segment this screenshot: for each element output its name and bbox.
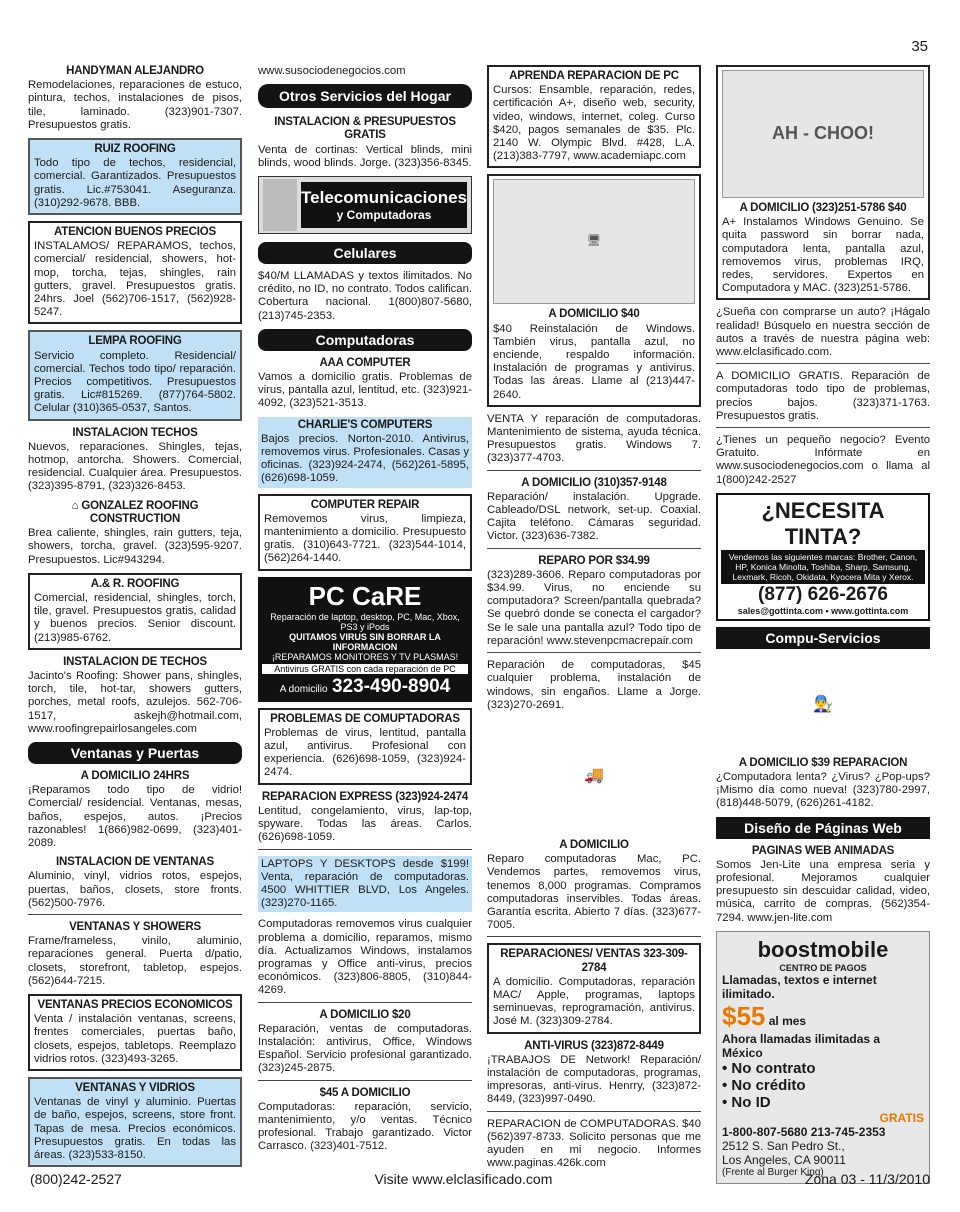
- tinta-title: ¿NECESITA TINTA?: [761, 497, 885, 549]
- ad-body: Problemas de virus, lentitud, pantalla azul, antivirus. Profesional con experiencia. (626)698-1059, (323)924-2474.: [264, 726, 466, 779]
- ad-charlies: [258, 417, 472, 488]
- ad-title: A DOMICILIO $20: [319, 1008, 411, 1021]
- section-celulares: Celulares: [258, 242, 472, 264]
- ad-body: $40/M LLAMADAS y textos ilimitados. No crédito, no ID, no contrato. Todos califican. Cobertura nacional. 1(800)807-5680, (213)745-2353.: [258, 270, 472, 322]
- tinta-phone: (877) 626-2676: [758, 583, 888, 605]
- boost-logo: boostmobile: [757, 936, 889, 962]
- ad-reparacion-40: [487, 1118, 701, 1171]
- ad-problemas: [258, 708, 472, 785]
- ad-title: $45 A DOMICILIO: [319, 1086, 411, 1099]
- ad-gratis: [716, 370, 930, 428]
- ad-title: A DOMICILIO $40: [548, 308, 640, 321]
- pc-care-line: ¡REPARAMOS MONITORES Y TV PLASMAS!: [271, 651, 459, 662]
- ad-title: REPARACIONES/ VENTAS 323-309-2784: [500, 948, 688, 974]
- ad-ar-roofing: [28, 573, 242, 650]
- ad-body: Venta de cortinas: Vertical blinds, mini blinds, wood blinds. Jorge. (323)356-8345.: [258, 143, 472, 169]
- boost-price-row: [722, 1001, 924, 1032]
- ad-anti-virus: [487, 1040, 701, 1112]
- ad-auto: [716, 306, 930, 364]
- ad-body: Reparación/ instalación. Upgrade. Cableado/DSL network, set-up. Coaxial. Cajita teléfono. Cámaras seguridad. Victor. (323)636-7382.: [487, 490, 701, 543]
- ad-title: A DOMICILIO $39 REPARACION: [738, 756, 908, 769]
- ad-reparaciones-ventas: [487, 943, 701, 1033]
- column-1: [28, 65, 242, 1173]
- ad-venta: [487, 413, 701, 471]
- boost-line: CENTRO DE PAGOS: [779, 962, 867, 973]
- section-otros-servicios: Otros Servicios del Hogar: [258, 84, 472, 108]
- ad-body: Jacinto's Roofing: Shower pans, shingles, torch, tile, hot-tar, showers gutters, porches, metal roofs, azulejos. 562-706-1517, askejh@hotmail.com, www.roofingrepairlosangeles.com: [28, 669, 242, 735]
- ad-domicilio-310: [487, 477, 701, 549]
- ad-title: PAGINAS WEB ANIMADAS: [751, 844, 895, 857]
- ad-title: A DOMICILIO: [559, 838, 629, 851]
- ad-aprenda: [487, 65, 701, 168]
- ad-domicilio-323: [716, 65, 930, 300]
- section-ventanas: Ventanas y Puertas: [28, 742, 242, 764]
- ad-body: Remodelaciones, reparaciones de estuco, pintura, techos, instalaciones de pisos, tile, laminado. (323)901-7307. Presupuestos gratis.: [28, 79, 242, 131]
- ad-handyman: [28, 65, 242, 132]
- ad-body: Aluminio, vinyl, vidrios rotos, espejos, puertas, baños, closets, store fronts. (562)500-7976.: [28, 870, 242, 909]
- ad-title: AAA COMPUTER: [319, 356, 411, 369]
- ad-body: $40 Reinstalación de Windows. También virus, pantalla azul, no enciende, respaldo información. Instalación de programas y antivirus. Todas las áreas. Llame al (213)447-2640.: [493, 322, 695, 401]
- ad-title: [28, 500, 242, 526]
- ad-body: A+ Instalamos Windows Genuino. Se quita password sin borrar nada, computadora lenta, pantalla azul, removemos virus, problemas IRQ, redes, servidores. Expertos en Computadora y MAC. (323)251-5786.: [722, 216, 924, 295]
- ad-body: Todo tipo de techos, residencial, comercial. Garantizados. Presupuestos gratis. Lic.#753041. Aseguranza. (310)292-9678. BBB.: [34, 157, 236, 209]
- ad-body: A domicilio. Computadoras, reparación MAC/ Apple, programas, laptops seminuevas, reprogramación, antivirus. José M. (323)309-2784.: [493, 975, 695, 1028]
- page-number: 35: [911, 38, 928, 55]
- pc-care-phone: 323-490-8904: [331, 675, 451, 697]
- ad-body: Reparación de computadoras, $45 cualquier problema, instalación de windows, sin engaños. Llame a Jorge. (323)270-2691.: [487, 659, 701, 711]
- boost-line: Ahora llamadas ilimitadas a México: [722, 1031, 881, 1060]
- pc-care-logo: PC CaRE: [308, 580, 422, 611]
- telecom-title-box: [301, 182, 467, 228]
- column-2: [258, 65, 472, 1160]
- ad-title: ANTI-VIRUS (323)872-8449: [524, 1039, 664, 1052]
- ad-body: Reparo computadoras Mac, PC. Vendemos partes, removemos virus, tenemos 8,000 programas. Compramos computadoras inservibles. Todas áreas. Garantía escrita. Abierto 7 días. (323)677-7005.: [487, 853, 701, 932]
- ad-title: INSTALACION TECHOS: [72, 426, 198, 439]
- pc-care-line: Antivirus GRATIS con cada reparación de PC: [262, 664, 468, 674]
- ad-title: RUIZ ROOFING: [94, 143, 176, 156]
- ad-body: Computadoras: reparación, servicio, mantenimiento, y/o ventas. Técnico profesional. Trabajo garantizado. Victor Carrasco. (323)401-7512.: [258, 1100, 472, 1153]
- ad-body: Frame/frameless, vinilo, aluminio, reparaciones general. Puerta d/patio, closets, storefront, tabletop, espejos. (562)644-7215.: [28, 935, 242, 987]
- ad-body: Bajos precios. Norton-2010. Antivirus, removemos virus. Profesionales. Casas y oficinas. (323)924-2474, (562)261-5895, (626)698-1059.: [261, 432, 469, 485]
- section-diseno-web: Diseño de Páginas Web: [716, 817, 930, 839]
- ad-lempa: [28, 330, 242, 420]
- tow-truck-image: 🚚: [487, 718, 701, 833]
- ad-instalacion-ventanas: [28, 856, 242, 915]
- ad-body: ¡Reparamos todo tipo de vidrio! Comercial/ residencial. Ventanas, mesas, baños, espejos, autos. ¡Precios razonables! 1(866)982-0699, (323)401-2089.: [28, 784, 242, 849]
- tinta-brands: Vendemos las siguientes marcas: Brother, Canon, HP, Konica Minolta, Toshiba, Sharp, Samsung, Lexmark, Ricoh, Okidata, Kyocera Mita y Xerox.: [721, 550, 925, 584]
- ad-title: INSTALACION & PRESUPUESTOS GRATIS: [274, 116, 456, 142]
- ad-body: INSTALAMOS/ REPARAMOS, techos, comercial/ residencial, showers, hot-mop, torcha, tejas, shingles, rain gutters, gravel. Presupuestos gratis. 24hrs. Joel (562)706-1517, (562)928-5247.: [34, 240, 236, 319]
- ad-ventanas-showers: [28, 921, 242, 988]
- ad-body: Removemos virus, limpieza, mantenimiento a domicilio. Presupuesto gratis. (310)643-7721. (323)544-1014, (562)264-1440.: [264, 512, 466, 565]
- boost-phones: 1-800-807-5680 213-745-2353: [722, 1124, 886, 1139]
- tinta-ad: [716, 493, 930, 621]
- ad-title: REPARACION EXPRESS (323)924-2474: [261, 790, 469, 803]
- ad-body: Comercial, residencial, shingles, torch, tile, gravel. Presupuestos gratis, calidad y buenos precios. Senior discount. (213)985-6762.: [34, 591, 236, 644]
- ad-llamadas: [258, 270, 472, 323]
- boost-bullet: • No ID: [722, 1093, 771, 1111]
- section-compu-servicios: Compu-Servicios: [716, 627, 930, 649]
- footer: [30, 1168, 930, 1190]
- ad-body: A DOMICILIO GRATIS. Reparación de computadoras todo tipo de problemas, precios bajos. (323)371-1763. Presupuestos gratis.: [716, 370, 930, 422]
- ad-ventanas-vidrios: [28, 1077, 242, 1167]
- ad-reparo-3499: [487, 555, 701, 653]
- ad-title: VENTANAS Y VIDRIOS: [75, 1082, 195, 1094]
- footer-phone: (800)242-2527: [30, 1171, 122, 1187]
- telecom-subtitle: y Computadoras: [336, 208, 432, 223]
- ad-24hrs: [28, 770, 242, 850]
- boost-gratis: GRATIS: [879, 1110, 924, 1125]
- ad-body: Reparación, ventas de computadoras. Instalación: antivirus, Office, Windows Español. Servicio profesional garantizado. (323)245-2875.: [258, 1022, 472, 1075]
- ad-title: INSTALACION DE TECHOS: [63, 655, 207, 668]
- url-line[interactable]: www.susociodenegocios.com: [258, 65, 406, 77]
- pc-care-phone-row: [262, 676, 468, 698]
- boost-line: Llamadas, textos e internet ilimitado.: [722, 972, 877, 1001]
- boost-landmark: (Frente al Burger King): [722, 1166, 824, 1178]
- ad-body: Computadoras removemos virus cualquier problema a domicilio, reparamos, mismo día. Actualizamos Windows, instalamos programas y Office anti-virus, precios económicos. (323)806-8805, (310)844-4269.: [258, 918, 472, 997]
- ad-jorge: [487, 659, 701, 712]
- ad-domicilio-45: [258, 1087, 472, 1154]
- ad-gonzalez: [28, 500, 242, 567]
- ad-body: ¿Sueña con comprarse un auto? ¡Hágalo realidad! Búsquelo en nuestra sección de autos a través de nuestra página web: www.elclasificado.com.: [716, 306, 930, 359]
- ad-computer-repair: [258, 494, 472, 571]
- footer-zone: Zona 03 - 11/3/2010: [804, 1171, 930, 1187]
- ad-title: PROBLEMAS DE COMUPTADORAS: [270, 712, 460, 725]
- ad-body: REPARACION de COMPUTADORAS. $40 (562)397-8733. Solicito personas que me ayuden en mi negocio. Informes www.paginas.426k.com: [487, 1117, 701, 1170]
- technician-image: 👨‍🔧: [716, 655, 930, 753]
- ad-domicilio-39: [716, 757, 930, 811]
- ad-negocio: [716, 434, 930, 487]
- ad-body: (323)289-3606. Reparo computadoras por $34.99. Virus, no enciende su computadora? Screen/pantalla quebrada? Se quebró donde se conecta el cargador? Se le sale una pantalla azul? Todo tipo de reparación! www.stevenpcmacrepair.com: [487, 568, 701, 647]
- ad-title: A DOMICILIO (310)357-9148: [521, 476, 667, 489]
- pc-care-label: A domicilio: [279, 683, 328, 695]
- ad-title: A.& R. ROOFING: [90, 577, 180, 590]
- sneezing-computer-image: AH - CHOO!: [722, 70, 924, 198]
- ad-title: A DOMICILIO (323)251-5786 $40: [739, 202, 907, 214]
- ad-atencion: [28, 221, 242, 324]
- telecom-title: Telecomunicaciones: [301, 188, 467, 208]
- ad-body: Nuevos, reparaciones. Shingles, tejas, hotmop, antorcha. Showers. Comercial, residencial. Cualquier área. Presupuestos. (323)395-8791, (323)326-8453.: [28, 440, 242, 493]
- pc-care-line: Reparación de laptop, desktop, PC, Mac, Xbox, PS3 y iPods: [270, 611, 460, 632]
- boost-mobile-ad: [716, 931, 930, 1184]
- ad-body: Somos Jen-Lite una empresa seria y profesional. Mejoramos cualquier presupuesto sin descuidar calidad, video, música, carrito de compras. (562)354-7294. www.jen-lite.com: [716, 858, 930, 924]
- doctor-computer-image: 🖥: [493, 179, 695, 304]
- ad-removemos: [258, 918, 472, 1002]
- ad-cortinas: [258, 116, 472, 170]
- ad-domicilio-40: [487, 174, 701, 406]
- ad-title: REPARO POR $34.99: [538, 554, 650, 567]
- ad-paginas-web: [716, 845, 930, 925]
- ad-body: Ventanas de vinyl y aluminio. Puertas de baño, espejos, screens, store front. Tapas de mesa. Precios económicos. Presupuestos gratis. En todas las áreas. (323)533-8150.: [34, 1096, 236, 1162]
- ad-body: Lentitud, congelamiento, virus, lap-top, spyware. Todas las áreas. Carlos. (626)698-1059.: [258, 804, 472, 844]
- ad-body: Venta / instalación ventanas, screens, frentes comerciales, puertas baño, closets, espejos, tabletops. Reemplazo vidrios rotos. (323)493-3265.: [34, 1013, 236, 1065]
- ad-instalacion-de-techos: [28, 656, 242, 736]
- footer-website[interactable]: Visite www.elclasificado.com: [374, 1171, 553, 1187]
- ad-body: LAPTOPS Y DESKTOPS desde $199! Venta, reparación de computadoras. 4500 WHITTIER BLVD, Los Angeles. (323)270-1165.: [261, 857, 469, 910]
- ad-title: VENTANAS PRECIOS ECONOMICOS: [37, 998, 233, 1011]
- ad-body: ¿Tienes un pequeño negocio? Evento Gratuito. Infórmate en www.susociodenegocios.com o llama al 1(800)242-2527: [716, 434, 930, 486]
- ad-body: Cursos: Ensamble, reparación, redes, certificación A+, diseño web, security, video, windows, internet, coleg. Curso $420, pagos semanales de $35. Plc. 2140 W. Olympic Blvd. #428, L.A. (213)383-7797, www.academiapc.com: [493, 84, 695, 163]
- boost-address: 2512 S. San Pedro St.,: [722, 1138, 845, 1153]
- boost-bullet: • No contrato: [722, 1059, 816, 1077]
- ad-body: VENTA Y reparación de computadoras. Mantenimiento de sistema, ayuda técnica. Presupuestos gratis. Windows 7. (323)377-4703.: [487, 412, 701, 465]
- ad-title: HANDYMAN ALEJANDRO: [66, 65, 204, 77]
- ad-title: A DOMICILIO 24HRS: [80, 769, 190, 782]
- column-4: [716, 65, 930, 1184]
- ad-domicilio-20: [258, 1009, 472, 1081]
- ad-ruiz-roofing: [28, 138, 242, 215]
- boost-bullet: • No crédito: [722, 1076, 806, 1094]
- ad-aaa: [258, 357, 472, 411]
- house-icon: ⌂: [71, 499, 82, 512]
- ad-body: Brea caliente, shingles, rain gutters, teja, showers, torcha, gravel. (323)595-9207. Presupuestos. Lic#943294.: [28, 527, 242, 566]
- ad-body: Vamos a domicilio gratis. Problemas de virus, pantalla azul, lentitud, etc. (323)921-4092, (323)521-3513.: [258, 371, 472, 410]
- boost-period: al mes: [768, 1013, 807, 1028]
- ad-title: ATENCION BUENOS PRECIOS: [54, 226, 216, 239]
- ad-title: CHARLIE'S COMPUTERS: [297, 418, 433, 431]
- ad-ventanas-economicos: [28, 994, 242, 1071]
- tinta-email: sales@gottinta.com • www.gottinta.com: [737, 605, 909, 616]
- ad-body: ¡TRABAJOS DE Network! Reparación/ instalación de computadoras, programas, impresoras, anti-virus. Henrry, (323)872-8449, (323)997-0490.: [487, 1053, 701, 1106]
- ad-body: ¿Computadora lenta? ¿Virus? ¿Pop-ups? ¡Mismo día como nueva! (323)780-2997, (818)448-5079, (626)261-4182.: [716, 771, 930, 810]
- column-3: [487, 65, 701, 1176]
- person-image: [263, 179, 297, 231]
- ad-express: [258, 791, 472, 850]
- ad-title-text: GONZALEZ ROOFING CONSTRUCTION: [81, 499, 199, 525]
- ad-title: COMPUTER REPAIR: [310, 498, 420, 511]
- boost-price: $55: [722, 1000, 766, 1031]
- ad-domicilio-mac: [487, 839, 701, 937]
- pc-care-ad: [258, 577, 472, 702]
- ad-title: VENTANAS Y SHOWERS: [69, 920, 201, 933]
- ad-body: Servicio completo. Residencial/ comercial. Techos todo tipo/ reparación. Precios competitivos. Presupuestos gratis. Lic#815269. (877)764-5802. Celular (310)365-0537, Santos.: [34, 349, 236, 415]
- ad-instalacion-techos: [28, 427, 242, 494]
- boost-city: Los Angeles, CA 90011: [722, 1152, 846, 1167]
- ad-laptops: [258, 856, 472, 913]
- telecom-banner: [258, 176, 472, 234]
- ad-title: LEMPA ROOFING: [88, 335, 182, 348]
- section-computadoras: Computadoras: [258, 329, 472, 351]
- ad-title: INSTALACION DE VENTANAS: [56, 856, 214, 869]
- pc-care-line: QUITAMOS VIRUS SIN BORRAR LA INFORMACION: [289, 631, 441, 652]
- ad-title: APRENDA REPARACION DE PC: [509, 70, 679, 82]
